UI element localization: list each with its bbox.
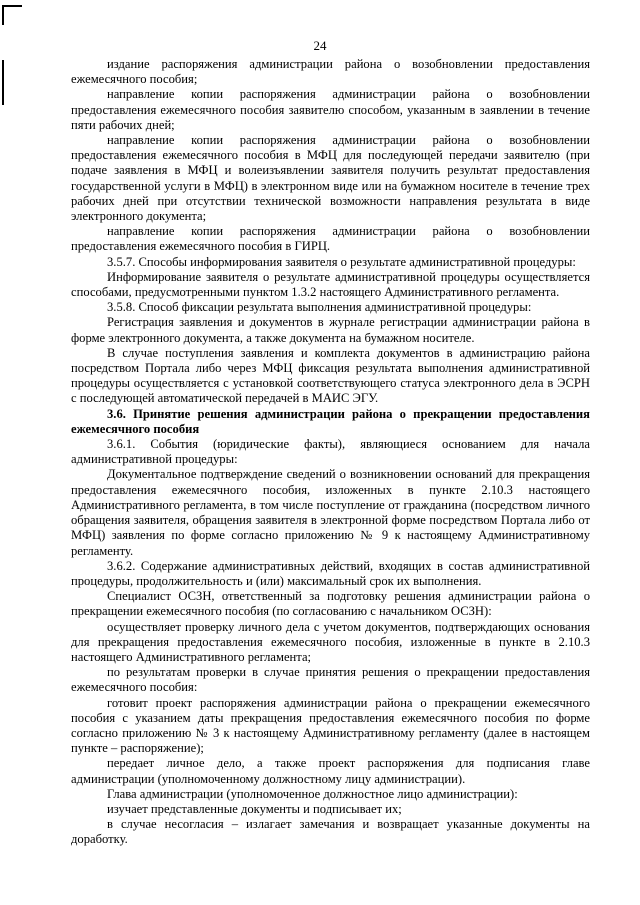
paragraph: в случае несогласия – излагает замечания и возвращает указанные документы на доработку. [71,817,590,847]
paragraph: направление копии распоряжения администрации района о возобновлении предоставления ежемесячного пособия заявителю способом, указанным в заявлении в течение пяти рабочих дней; [71,87,590,132]
section-heading: 3.6. Принятие решения администрации района о прекращении предоставления ежемесячного пособия [71,406,590,436]
paragraph: Регистрация заявления и документов в журнале регистрации администрации района в форме электронного документа, а также документа на бумажном носителе. [71,315,590,345]
paragraph: Информирование заявителя о результате административной процедуры осуществляется способами, предусмотренными пунктом 1.3.2 настоящего Административного регламента. [71,269,590,300]
paragraph: направление копии распоряжения администрации района о возобновлении предоставления ежемесячного пособия в МФЦ для последующей передачи заявителю (при подаче заявления в МФЦ и волеизъявлении заявителя получить результат предоставления государственной услуги в МФЦ) в электронном виде или на бумажном носителе в течение трех рабочих дней при отсутствии технической возможности направления результата в виде электронного документа; [71,133,590,224]
scan-corner-mark-vertical [2,5,4,25]
scan-margin-mark [2,60,4,105]
paragraph: передает личное дело, а также проект распоряжения для подписания главе администрации (уполномоченному должностному лицу администрации). [71,756,590,786]
paragraph: направление копии распоряжения администрации района о возобновлении предоставления ежемесячного пособия в ГИРЦ. [71,224,590,254]
paragraph: Документальное подтверждение сведений о возникновении оснований для прекращения предоставления ежемесячного пособия, изложенных в пункте 2.10.3 настоящего Административного регламента, в том числе поступление от гражданина (посредством личного обращения заявителя, обращения заявителя в электронной форме посредством Портала либо от МФЦ) заявления по форме согласно приложению № 9 к настоящему Административному регламенту. [71,467,590,558]
paragraph: 3.5.8. Способ фиксации результата выполнения административной процедуры: [107,300,532,315]
page-number: 24 [313,38,327,53]
paragraph: Специалист ОСЗН, ответственный за подготовку решения администрации района о прекращении ежемесячного пособия (по согласованию с начальником ОСЗН): [71,589,590,619]
paragraph: 3.6.1. События (юридические факты), являющиеся основанием для начала административной процедуры: [71,437,590,467]
paragraph: по результатам проверки в случае принятия решения о прекращении предоставления ежемесячного пособия: [71,665,590,695]
paragraph: осуществляет проверку личного дела с учетом документов, подтверждающих основания для прекращения предоставления ежемесячного пособия, изложенные в пункте в 2.10.3 настоящего Административного регламента; [71,619,590,664]
paragraph: Глава администрации (уполномоченное должностное лицо администрации): [107,786,518,801]
scan-corner-mark [2,5,22,7]
paragraph: 3.5.7. Способы информирования заявителя о результате административной процедуры: [107,254,576,269]
paragraph: изучает представленные документы и подписывает их; [107,801,402,816]
document-body [71,57,590,848]
paragraph: В случае поступления заявления и комплекта документов в администрацию района посредством Портала либо через МФЦ фиксация результата выполнения административной процедуры осуществляется с установкой соответствующего статуса электронного дела в ЭСРН с последующей автоматической передачей в МАИС ЭГУ. [71,345,590,406]
paragraph: 3.6.2. Содержание административных действий, входящих в состав административной процедуры, продолжительность и (или) максимальный срок их выполнения. [71,558,590,588]
paragraph: издание распоряжения администрации района о возобновлении предоставления ежемесячного пособия; [71,57,590,87]
paragraph: готовит проект распоряжения администрации района о прекращении ежемесячного пособия с указанием даты прекращения предоставления ежемесячного пособия по форме согласно приложению № 3 к настоящему Административному регламенту (далее в настоящем пункте – распоряжение); [71,695,590,756]
